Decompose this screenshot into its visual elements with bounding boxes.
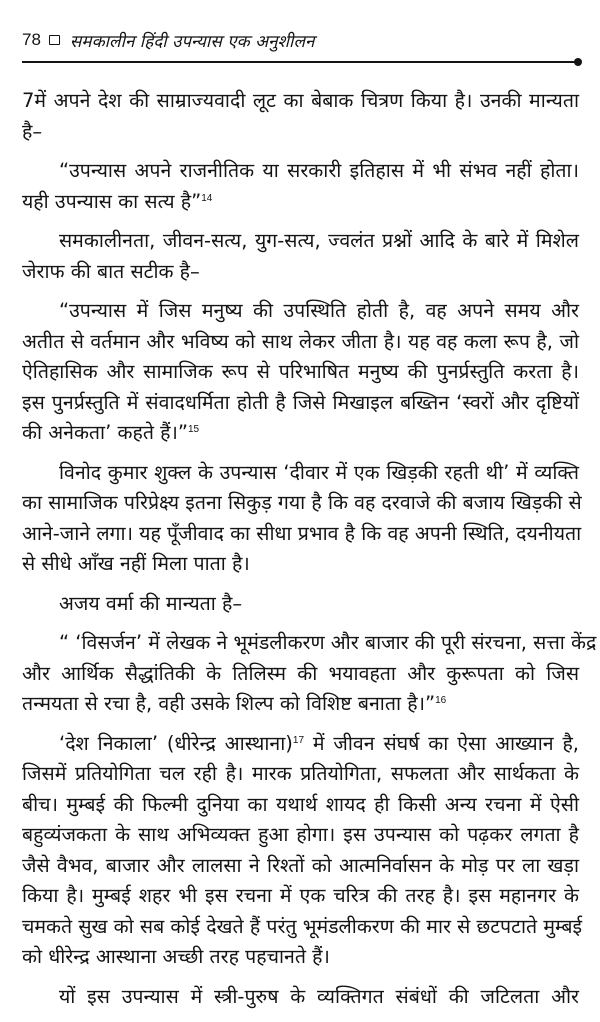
page-body <box>22 86 597 1012</box>
paragraph <box>22 296 579 449</box>
line-text: “उपन्यास में जिस मनुष्य की उपस्थिति होती है, वह अपने समय और <box>59 299 579 322</box>
paragraph <box>22 982 579 1013</box>
line-text: समकालीनता, जीवन-सत्य, युग-सत्य, ज्वलंत प्रश्नों आदि के बारे में मिशेल <box>59 229 579 252</box>
text-line <box>22 327 579 358</box>
line-text: यों इस उपन्यास में स्त्री-पुरुष के व्यक्तिगत संबंधों की जटिलता और <box>59 984 579 1008</box>
line-text: ऐतिहासिक और सामाजिक रूप से परिभाषित मनुष्य की पुनर्प्रस्तुति करता है। <box>22 360 579 383</box>
line-text-after-footnote: में जीवन संघर्ष का ऐसा आख्यान है, <box>304 731 580 755</box>
text-line <box>22 458 579 489</box>
text-line <box>22 357 579 388</box>
line-text: ‘देश निकाला’ (धीरेन्द्र आस्थाना) <box>59 731 293 755</box>
text-line <box>22 912 583 943</box>
text-line <box>22 589 579 620</box>
paragraph <box>22 628 597 720</box>
line-text: किया है। मुम्बई शहर भी इस रचना में एक चरित्र की तरह है। इस महानगर के <box>22 884 579 907</box>
line-text: “उपन्यास अपने राजनीतिक या सरकारी इतिहास में भी संभव नहीं होता। <box>59 159 579 182</box>
text-line <box>22 296 579 327</box>
square-bullet-icon <box>49 35 60 45</box>
line-text: का सामाजिक परिप्रेक्ष्य इतना सिकुड़ गया है कि वह दरवाजे की बजाय खिड़की से <box>22 491 582 514</box>
text-line <box>22 790 579 821</box>
running-header <box>22 28 582 52</box>
line-text: तन्मयता से रचा है, वही उसके शिल्प को विशिष्ट बनाता है।” <box>22 692 436 715</box>
page-number: 78 <box>22 30 41 49</box>
paragraph <box>22 226 579 287</box>
footnote-marker: 16 <box>435 695 447 706</box>
paragraph <box>22 729 583 973</box>
text-line <box>22 519 582 550</box>
text-line <box>22 488 582 519</box>
text-line <box>22 86 579 117</box>
paragraph <box>22 589 579 620</box>
line-text: इस पुनर्प्रस्तुति में संवादधर्मिता होती है जिसे मिखाइल बख्तिन ‘स्वरों और दृष्टियों <box>22 390 579 414</box>
line-text: जिसमें प्रतियोगिता चल रही है। मारक प्रतियोगिता, सफलता और सार्थकता के <box>22 762 579 785</box>
text-line <box>22 187 579 218</box>
paragraph <box>22 458 582 580</box>
line-text: है– <box>22 119 43 143</box>
text-line <box>22 418 579 449</box>
text-line <box>22 759 579 790</box>
text-line <box>22 257 579 288</box>
text-line <box>22 982 579 1013</box>
paragraph <box>22 156 579 217</box>
line-text: बहुव्यंजकता के साथ अभिव्यक्त हुआ होगा। इस उपन्यास को पढ़कर लगता है <box>22 823 579 846</box>
text-line <box>22 226 579 257</box>
text-line <box>22 659 579 690</box>
rule-end-dot <box>574 58 582 66</box>
line-text: विनोद कुमार शुक्ल के उपन्यास ‘दीवार में एक खिड़की रहती थी’ में व्यक्ति <box>59 460 579 484</box>
text-line <box>22 851 579 882</box>
text-line <box>22 549 579 580</box>
header-rule <box>22 61 578 63</box>
line-text: चमकते सुख को सब कोई देखते हैं परंतु भूमंडलीकरण की मार से छटपटाते मुम्बई <box>22 914 583 938</box>
text-line <box>22 942 579 973</box>
line-text: यही उपन्यास का सत्य है” <box>22 189 202 213</box>
line-text: को धीरेन्द्र आस्थाना अच्छी तरह पहचानते हैं। <box>22 945 330 968</box>
line-text: जेराफ की बात सटीक है– <box>22 259 200 283</box>
text-line <box>22 689 579 720</box>
line-text: अजय वर्मा की मान्यता है– <box>59 591 243 615</box>
line-text: की अनेकता’ कहते हैं।” <box>22 421 188 444</box>
line-text: बीच। मुम्बई की फिल्मी दुनिया का यथार्थ शायद ही किसी अन्य रचना में ऐसी <box>22 792 579 816</box>
footnote-marker: 14 <box>201 192 213 204</box>
footnote-marker: 17 <box>292 734 305 746</box>
line-text: से सीधे आँख नहीं मिला पाता है। <box>22 552 250 575</box>
paragraph <box>22 86 579 147</box>
book-title: समकालीन हिंदी उपन्यास एक अनुशीलन <box>69 31 315 52</box>
text-line <box>22 156 579 187</box>
line-text: जैसे वैभव, बाजार और लालसा ने रिश्तों को आत्मनिर्वासन के मोड़ पर ला खड़ा <box>22 853 579 877</box>
footnote-marker: 15 <box>187 424 200 435</box>
text-line <box>22 820 579 851</box>
text-line <box>22 388 579 419</box>
text-line <box>22 729 579 760</box>
line-text: 7में अपने देश की साम्राज्यवादी लूट का बेबाक चित्रण किया है। उनकी मान्यता <box>22 89 579 112</box>
line-text: अतीत से वर्तमान और भविष्य को साथ लेकर जीता है। यह वह कला रूप है, जो <box>22 329 579 353</box>
line-text: आने-जाने लगा। यह पूँजीवाद का सीधा प्रभाव है कि वह अपनी स्थिति, दयनीयता <box>22 521 582 545</box>
text-line <box>22 881 579 912</box>
line-text: “ ‘विसर्जन’ में लेखक ने भूमंडलीकरण और बाजार की पूरी संरचना, सत्ता केंद्र <box>59 631 597 654</box>
text-line <box>22 117 579 148</box>
text-line <box>22 628 597 659</box>
line-text: और आर्थिक सैद्धांतिकी के तिलिस्म की भयावहता और कुरूपता को जिस <box>22 661 579 685</box>
